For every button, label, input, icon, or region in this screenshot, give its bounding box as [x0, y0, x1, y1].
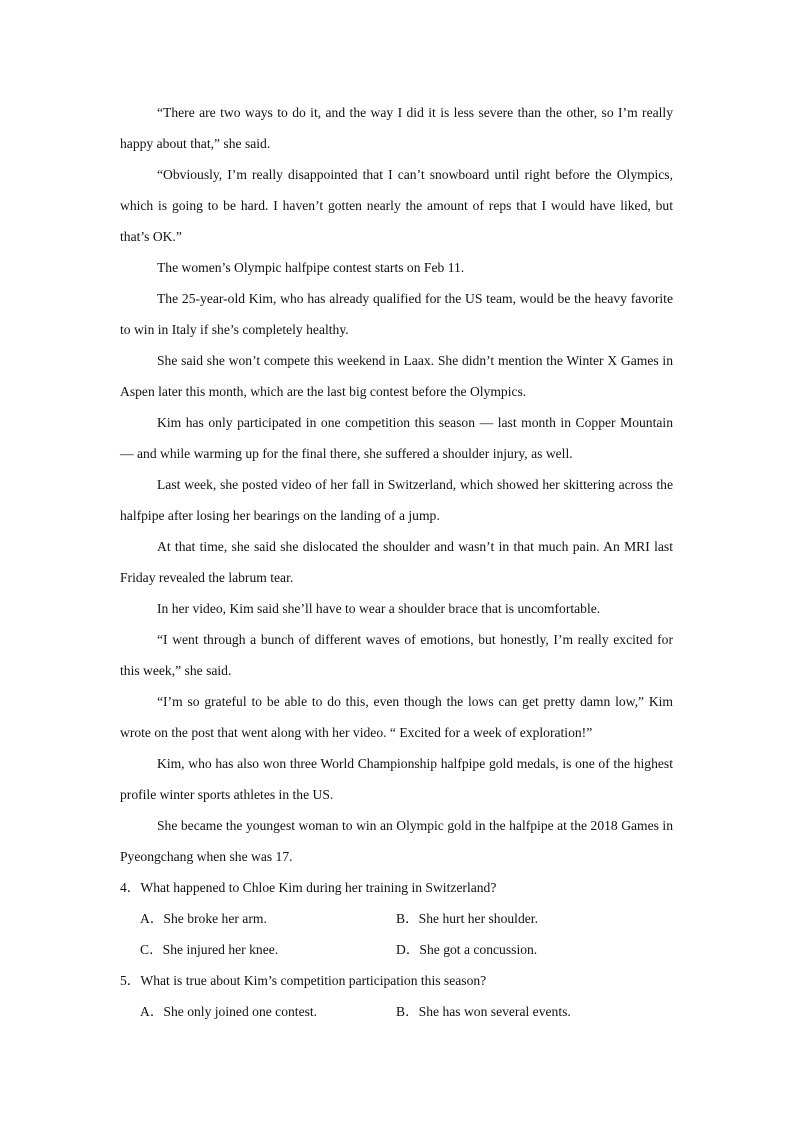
question-4-options-row-2 — [120, 934, 673, 965]
question-number: 4． — [120, 880, 141, 895]
question-number: 5． — [120, 973, 141, 988]
article-paragraph: “Obviously, I’m really disappointed that I can’t snowboard until right before the Olympics, which is going to be hard. I haven’t gotten nearly the amount of reps that I would have liked, but that’s OK.” — [120, 167, 673, 244]
article-paragraph: “There are two ways to do it, and the way I did it is less severe than the other, so I’m really happy about that,” she said. — [120, 105, 673, 151]
article-paragraph: “I’m so grateful to be able to do this, even though the lows can get pretty damn low,” Kim wrote on the post that went along with her video. “ Excited for a week of exploration!” — [120, 694, 673, 740]
question-4-option-c: C．She injured her knee. — [140, 942, 279, 957]
question-4 — [120, 872, 673, 903]
question-5-option-b: B．She has won several events. — [396, 1004, 571, 1019]
article-paragraph: In her video, Kim said she’ll have to wear a shoulder brace that is uncomfortable. — [157, 601, 601, 616]
article-paragraph: She said she won’t compete this weekend in Laax. She didn’t mention the Winter X Games in Aspen later this month, which are the last big contest before the Olympics. — [120, 353, 673, 399]
question-5-options-row-1 — [120, 996, 673, 1027]
question-text: What is true about Kim’s competition participation this season? — [140, 973, 487, 988]
article-paragraph: The women’s Olympic halfpipe contest starts on Feb 11. — [157, 260, 465, 275]
question-4-option-d: D．She got a concussion. — [396, 942, 538, 957]
article-paragraph: “I went through a bunch of different waves of emotions, but honestly, I’m really excited for this week,” she said. — [120, 632, 673, 678]
article-paragraph: The 25-year-old Kim, who has already qualified for the US team, would be the heavy favorite to win in Italy if she’s completely healthy. — [120, 291, 673, 337]
question-text: What happened to Chloe Kim during her training in Switzerland? — [140, 880, 497, 895]
article-paragraph: At that time, she said she dislocated the shoulder and wasn’t in that much pain. An MRI last Friday revealed the labrum tear. — [120, 539, 673, 585]
document-page — [120, 97, 673, 1027]
article-paragraph: Kim has only participated in one competition this season — last month in Copper Mountain — and while warming up for the final there, she suffered a shoulder injury, as well. — [120, 415, 673, 461]
question-4-option-a: A．She broke her arm. — [140, 911, 267, 926]
article-paragraph: She became the youngest woman to win an Olympic gold in the halfpipe at the 2018 Games in Pyeongchang when she was 17. — [120, 818, 673, 864]
article-paragraph: Kim, who has also won three World Championship halfpipe gold medals, is one of the highest profile winter sports athletes in the US. — [120, 756, 673, 802]
article-paragraph: Last week, she posted video of her fall in Switzerland, which showed her skittering across the halfpipe after losing her bearings on the landing of a jump. — [120, 477, 673, 523]
question-5-option-a: A．She only joined one contest. — [140, 1004, 318, 1019]
question-5 — [120, 965, 673, 996]
question-4-option-b: B．She hurt her shoulder. — [396, 911, 538, 926]
question-4-options-row-1 — [120, 903, 673, 934]
